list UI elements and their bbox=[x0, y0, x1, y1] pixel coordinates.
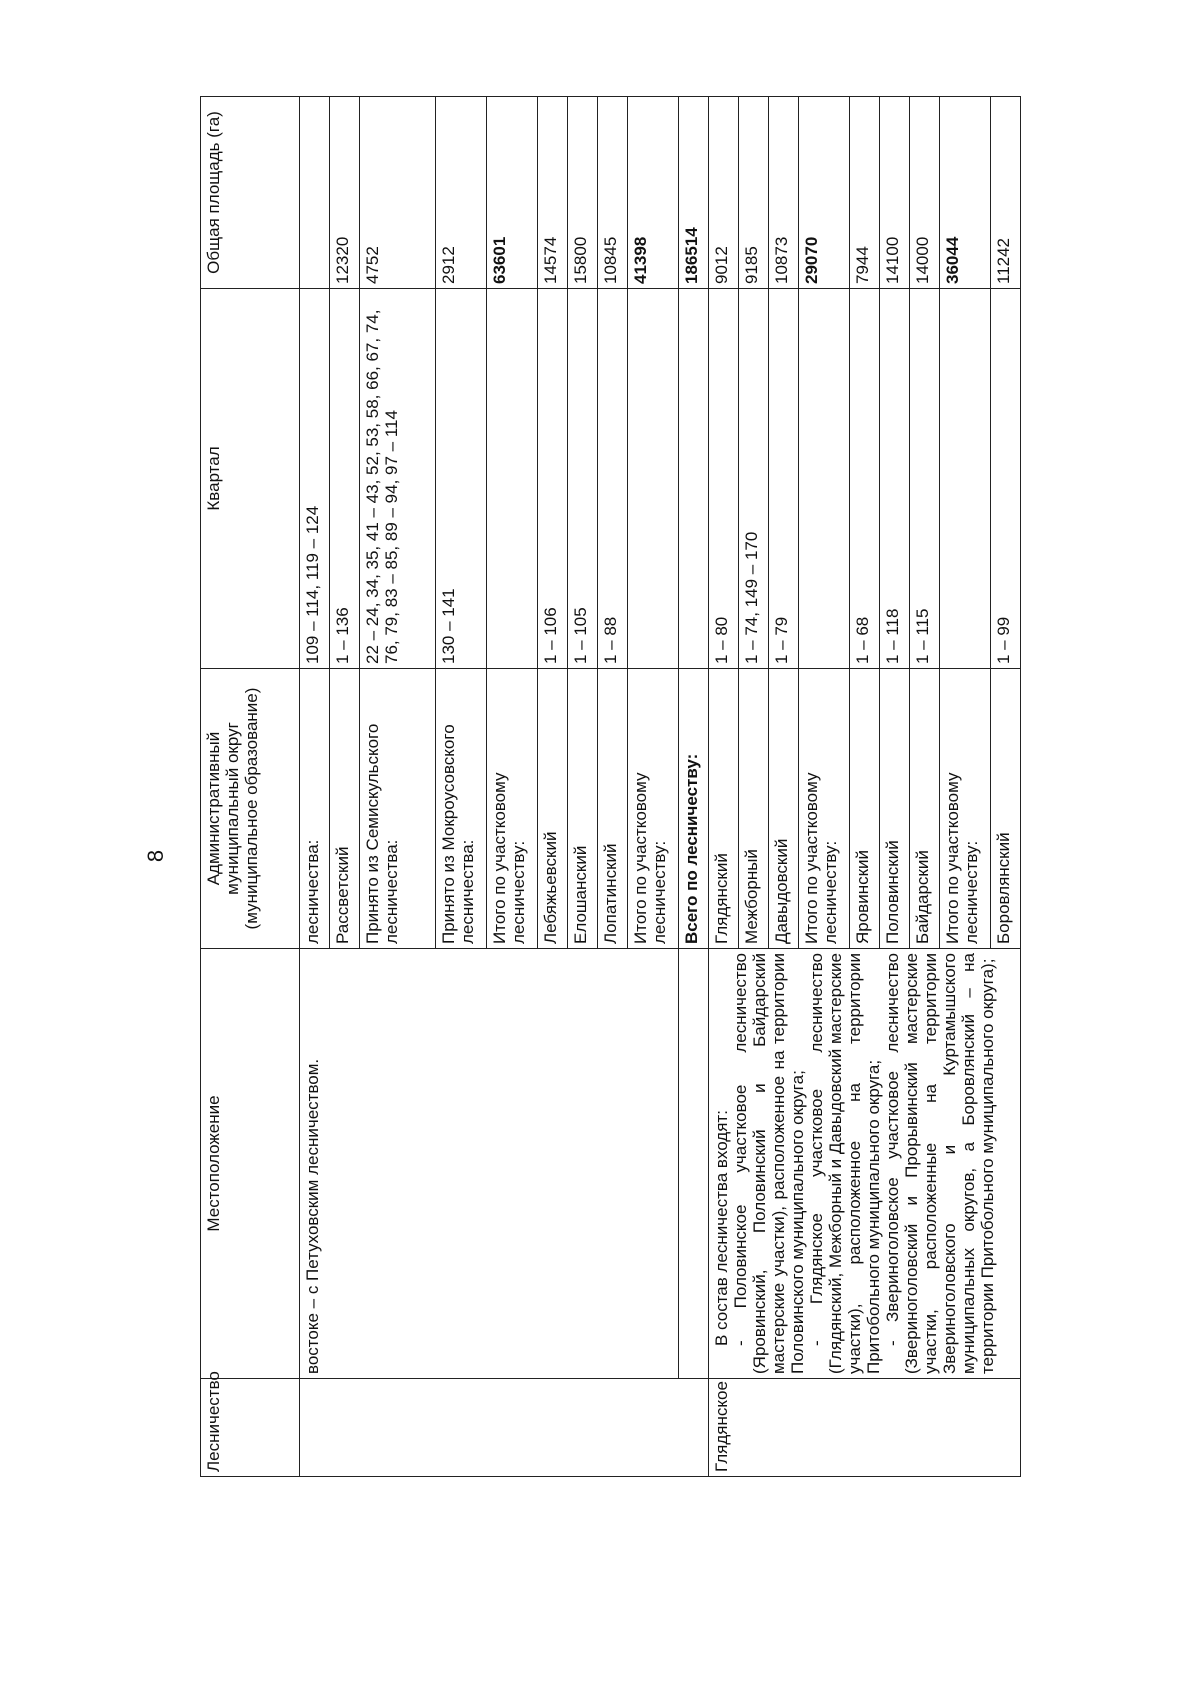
area-cell: 7944 bbox=[850, 97, 880, 289]
area-total-cell: 186514 bbox=[679, 97, 709, 289]
quarter-cell: 1 – 80 bbox=[709, 289, 739, 669]
location-cell bbox=[679, 949, 709, 1379]
area-cell: 14000 bbox=[910, 97, 940, 289]
location-paragraph: В состав лесничества входят: bbox=[712, 1110, 731, 1346]
district-cell: Итого по участковому лесничеству: bbox=[628, 669, 679, 949]
district-cell: Рассветский bbox=[330, 669, 360, 949]
rotated-page-content bbox=[200, 97, 1080, 1477]
quarter-cell: 1 – 88 bbox=[598, 289, 628, 669]
district-cell: лесничества: bbox=[300, 669, 330, 949]
quarter-cell: 1 – 99 bbox=[991, 289, 1021, 669]
area-cell: 10845 bbox=[598, 97, 628, 289]
district-cell: Половинский bbox=[880, 669, 910, 949]
location-paragraph: - Глядянское участковое лесничество (Глядянский, Межборный и Давыдовский мастерские участки), расположенное на территории Притобольного муниципального округа; bbox=[807, 953, 884, 1374]
quarter-cell bbox=[799, 289, 850, 669]
location-paragraph: - Половинское участковое лесничество (Яровинский, Половинский и Байдарский мастерские участки), расположенное на территории Половинского муниципального округа; bbox=[731, 953, 808, 1374]
quarter-cell bbox=[679, 289, 709, 669]
forestry-cell: Глядянское bbox=[709, 1379, 1021, 1477]
district-cell: Принято из Мокроусовского лесничества: bbox=[436, 669, 487, 949]
district-cell: Елошанский bbox=[568, 669, 598, 949]
area-cell: 9012 bbox=[709, 97, 739, 289]
forestry-table bbox=[200, 96, 1021, 1477]
district-cell: Итого по участковому лесничеству: bbox=[799, 669, 850, 949]
table-row bbox=[709, 97, 739, 1477]
header-area: Общая площадь (га) bbox=[201, 97, 300, 289]
quarter-cell: 1 – 136 bbox=[330, 289, 360, 669]
location-paragraph: - Звериноголовское участковое лесничество (Звериноголовский и Прорывинский мастерские участки, расположенные на территории Звериноголовского и Куртамышского муниципальных округов, а Боровлянский – на территории Притобольного муниципального округа); bbox=[883, 953, 998, 1374]
forestry-cell bbox=[300, 1379, 709, 1477]
area-cell: 14100 bbox=[880, 97, 910, 289]
district-cell: Боровлянский bbox=[991, 669, 1021, 949]
quarter-cell bbox=[940, 289, 991, 669]
area-subtotal-cell: 63601 bbox=[487, 97, 538, 289]
quarter-cell: 109 – 114, 119 – 124 bbox=[300, 289, 330, 669]
quarter-cell: 130 – 141 bbox=[436, 289, 487, 669]
location-description-cell bbox=[709, 949, 1021, 1379]
area-cell: 2912 bbox=[436, 97, 487, 289]
page-number: 8 bbox=[143, 849, 169, 863]
area-cell: 11242 bbox=[991, 97, 1021, 289]
district-cell: Байдарский bbox=[910, 669, 940, 949]
district-cell: Итого по участковому лесничеству: bbox=[487, 669, 538, 949]
area-subtotal-cell: 36044 bbox=[940, 97, 991, 289]
quarter-cell: 1 – 106 bbox=[538, 289, 568, 669]
header-location: Местоположение bbox=[201, 949, 300, 1379]
table-row bbox=[300, 97, 330, 1477]
area-cell: 14574 bbox=[538, 97, 568, 289]
quarter-cell: 1 – 115 bbox=[910, 289, 940, 669]
quarter-cell bbox=[487, 289, 538, 669]
area-subtotal-cell: 41398 bbox=[628, 97, 679, 289]
district-cell: Глядянский bbox=[709, 669, 739, 949]
quarter-cell: 1 – 74, 149 – 170 bbox=[739, 289, 769, 669]
table-row bbox=[679, 97, 709, 1477]
header-quarter: Квартал bbox=[201, 289, 300, 669]
area-cell bbox=[300, 97, 330, 289]
district-cell: Яровинский bbox=[850, 669, 880, 949]
area-cell: 4752 bbox=[360, 97, 436, 289]
area-cell: 9185 bbox=[739, 97, 769, 289]
quarter-cell: 22 – 24, 34, 35, 41 – 43, 52, 53, 58, 66, 67, 74, 76, 79, 83 – 85, 89 – 94, 97 – 114 bbox=[360, 289, 436, 669]
header-forestry: Лесничество bbox=[201, 1379, 300, 1477]
area-cell: 10873 bbox=[769, 97, 799, 289]
location-cell: востоке – с Петуховским лесничеством. bbox=[300, 949, 679, 1379]
district-cell: Лебяжьевский bbox=[538, 669, 568, 949]
quarter-cell: 1 – 118 bbox=[880, 289, 910, 669]
district-cell: Лопатинский bbox=[598, 669, 628, 949]
quarter-cell bbox=[628, 289, 679, 669]
table-header-row bbox=[201, 97, 300, 1477]
area-cell: 12320 bbox=[330, 97, 360, 289]
district-cell: Итого по участковому лесничеству: bbox=[940, 669, 991, 949]
area-subtotal-cell: 29070 bbox=[799, 97, 850, 289]
district-cell: Принято из Семискульского лесничества: bbox=[360, 669, 436, 949]
total-label-cell: Всего по лесничеству: bbox=[679, 669, 709, 949]
district-cell: Межборный bbox=[739, 669, 769, 949]
quarter-cell: 1 – 79 bbox=[769, 289, 799, 669]
quarter-cell: 1 – 105 bbox=[568, 289, 598, 669]
header-district: Административный муниципальный округ (муниципальное образование) bbox=[201, 669, 300, 949]
quarter-cell: 1 – 68 bbox=[850, 289, 880, 669]
area-cell: 15800 bbox=[568, 97, 598, 289]
district-cell: Давыдовский bbox=[769, 669, 799, 949]
